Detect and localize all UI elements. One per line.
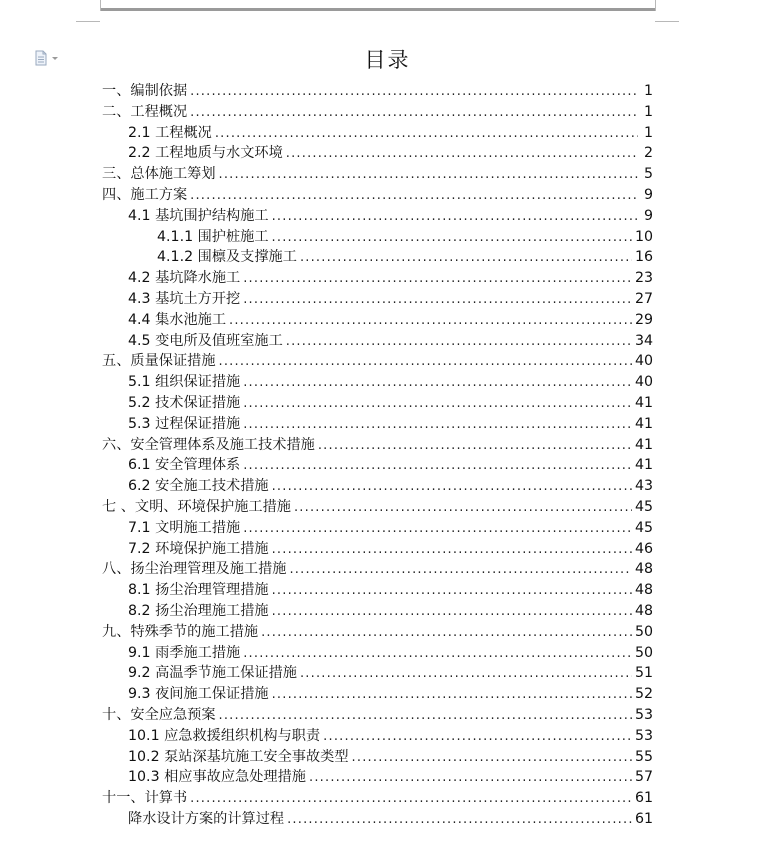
toc-leader-dots (323, 729, 632, 744)
toc-entry[interactable] (102, 621, 653, 642)
toc-leader-dots (229, 313, 632, 328)
toc-entry[interactable] (102, 600, 653, 621)
toc-entry[interactable] (102, 205, 653, 226)
toc-entry[interactable] (102, 766, 653, 787)
toc-entry-page-number: 50 (634, 644, 653, 661)
toc-entry-page-number: 57 (634, 769, 653, 786)
toc-entry-label: 四、施工方案 (102, 186, 188, 203)
toc-leader-dots (318, 438, 632, 453)
toc-entry-page-number: 41 (634, 436, 653, 453)
toc-entry-label: 2.2 工程地质与水文环境 (128, 145, 283, 162)
page-top-edge (0, 0, 775, 30)
toc-entry[interactable] (102, 122, 653, 143)
toc-entry-page-number: 23 (634, 270, 653, 287)
toc-entry-label: 2.1 工程概况 (128, 124, 212, 141)
toc-entry-page-number: 53 (634, 727, 653, 744)
toc-entry-label: 4.3 基坑土方开挖 (128, 290, 241, 307)
toc-entry-label: 9.3 夜间施工保证措施 (128, 686, 269, 703)
toc-entry[interactable] (102, 184, 653, 205)
toc-entry-label: 五、质量保证措施 (102, 353, 216, 370)
toc-entry-label: 10.3 相应事故应急处理措施 (128, 769, 306, 786)
toc-leader-dots (272, 230, 632, 245)
toc-entry-page-number: 1 (643, 103, 653, 120)
toc-leader-dots (352, 750, 632, 765)
toc-entry[interactable] (102, 392, 653, 413)
toc-entry-page-number: 2 (643, 145, 653, 162)
toc-leader-dots (294, 500, 632, 515)
margin-mark-right (655, 21, 679, 22)
toc-entry[interactable] (102, 142, 653, 163)
toc-leader-dots (309, 770, 632, 785)
toc-entry[interactable] (102, 226, 653, 247)
toc-entry-page-number: 16 (634, 249, 653, 266)
toc-entry-page-number: 48 (634, 582, 653, 599)
toc-leader-dots (243, 521, 632, 536)
toc-entry-label: 8.2 扬尘治理施工措施 (128, 602, 269, 619)
toc-entry[interactable] (102, 538, 653, 559)
toc-entry[interactable] (102, 101, 653, 122)
toc-entry-label: 4.1.1 围护桩施工 (157, 228, 269, 245)
toc-entry-label: 一、编制依据 (102, 83, 188, 99)
toc-entry-label: 二、工程概况 (102, 103, 188, 120)
toc-leader-dots (219, 708, 632, 723)
toc-entry-label: 降水设计方案的计算过程 (128, 810, 285, 827)
toc-entry[interactable] (102, 662, 653, 683)
toc-entry-label: 4.4 集水池施工 (128, 311, 227, 328)
toc-entry-label: 九、特殊季节的施工措施 (102, 623, 259, 640)
toc-entry-page-number: 55 (634, 748, 653, 765)
toc-entry-page-number: 29 (634, 311, 653, 328)
toc-entry-page-number: 48 (634, 561, 653, 578)
page-title: 目录 (364, 48, 411, 72)
toc-entry-page-number: 9 (643, 207, 653, 224)
toc-leader-dots (272, 583, 632, 598)
toc-entry-label: 5.1 组织保证措施 (128, 374, 241, 391)
toc-entry[interactable] (102, 371, 653, 392)
toc-entry-page-number: 48 (634, 602, 653, 619)
toc-entry-page-number: 27 (634, 290, 653, 307)
toc-leader-dots (243, 375, 632, 390)
table-of-contents (102, 80, 653, 829)
toc-entry[interactable] (102, 413, 653, 434)
toc-entry[interactable] (102, 579, 653, 600)
toc-leader-dots (190, 791, 632, 806)
toc-leader-dots (272, 604, 632, 619)
toc-entry-label: 七 、文明、环境保护施工措施 (102, 498, 291, 515)
toc-entry-label: 7.1 文明施工措施 (128, 519, 241, 536)
toc-entry[interactable] (102, 246, 653, 267)
toc-leader-dots (190, 188, 638, 203)
toc-entry[interactable] (102, 787, 653, 808)
toc-entry-page-number: 52 (634, 686, 653, 703)
toc-leader-dots (190, 84, 638, 99)
toc-leader-dots (287, 812, 632, 827)
toc-leader-dots (286, 146, 638, 161)
toc-entry[interactable] (102, 475, 653, 496)
toc-entry-page-number: 9 (643, 186, 653, 203)
toc-leader-dots (272, 209, 638, 224)
toc-entry[interactable] (102, 642, 653, 663)
toc-leader-dots (272, 479, 632, 494)
toc-entry-page-number: 45 (634, 498, 653, 515)
toc-leader-dots (300, 666, 632, 681)
toc-entry[interactable] (102, 746, 653, 767)
toc-entry-label: 三、总体施工筹划 (102, 166, 216, 183)
toc-leader-dots (261, 625, 632, 640)
toc-entry[interactable] (102, 517, 653, 538)
toc-entry-page-number: 61 (634, 790, 653, 807)
toc-entry-page-number: 41 (634, 415, 653, 432)
toc-leader-dots (300, 250, 632, 265)
toc-leader-dots (243, 396, 632, 411)
toc-entry-label: 7.2 环境保护施工措施 (128, 540, 269, 557)
toc-leader-dots (289, 562, 631, 577)
margin-mark-left (76, 21, 100, 22)
toc-entry-label: 10.2 泵站深基坑施工安全事故类型 (128, 748, 349, 765)
toc-entry-label: 十、安全应急预案 (102, 706, 216, 723)
toc-leader-dots (215, 126, 638, 141)
toc-entry-page-number: 53 (634, 706, 653, 723)
toc-entry-label: 5.3 过程保证措施 (128, 415, 241, 432)
toc-entry-page-number: 1 (643, 124, 653, 141)
toc-leader-dots (272, 542, 632, 557)
toc-entry-page-number: 5 (643, 166, 653, 183)
toc-entry-label: 八、扬尘治理管理及施工措施 (102, 561, 287, 578)
toc-entry-page-number: 1 (643, 83, 653, 99)
toc-entry[interactable] (102, 496, 653, 517)
toc-entry-label: 4.1.2 围檩及支撑施工 (157, 249, 297, 266)
toc-entry-label: 4.2 基坑降水施工 (128, 270, 241, 287)
toc-entry[interactable] (102, 454, 653, 475)
toc-entry-page-number: 40 (634, 374, 653, 391)
toc-entry[interactable] (102, 704, 653, 725)
page-corner-mark-left (100, 0, 101, 11)
toc-entry-page-number: 51 (634, 665, 653, 682)
toc-entry[interactable] (102, 558, 653, 579)
toc-entry-label: 六、安全管理体系及施工技术措施 (102, 436, 315, 453)
toc-entry-page-number: 46 (634, 540, 653, 557)
toc-entry-label: 4.5 变电所及值班室施工 (128, 332, 283, 349)
toc-entry-label: 10.1 应急救援组织机构与职责 (128, 727, 321, 744)
toc-leader-dots (243, 271, 632, 286)
toc-leader-dots (243, 292, 632, 307)
toc-entry[interactable] (102, 330, 653, 351)
toc-entry-page-number: 43 (634, 478, 653, 495)
toc-entry-page-number: 34 (634, 332, 653, 349)
toc-leader-dots (243, 417, 632, 432)
toc-entry-label: 十一、计算书 (102, 790, 188, 807)
toc-entry[interactable] (102, 808, 653, 829)
toc-entry-page-number: 10 (634, 228, 653, 245)
toc-leader-dots (286, 334, 632, 349)
toc-leader-dots (219, 167, 638, 182)
toc-entry-page-number: 50 (634, 623, 653, 640)
toc-leader-dots (219, 354, 632, 369)
page-header-line (100, 8, 656, 11)
toc-entry[interactable] (102, 434, 653, 455)
toc-entry[interactable] (102, 725, 653, 746)
toc-entry[interactable] (102, 350, 653, 371)
toc-leader-dots (243, 458, 632, 473)
toc-entry[interactable] (102, 80, 653, 101)
toc-entry[interactable] (102, 267, 653, 288)
page-corner-mark-right (655, 0, 656, 11)
toc-entry[interactable] (102, 683, 653, 704)
toc-entry-label: 9.1 雨季施工措施 (128, 644, 241, 661)
toc-entry-label: 8.1 扬尘治理管理措施 (128, 582, 269, 599)
toc-entry-page-number: 45 (634, 519, 653, 536)
toc-leader-dots (190, 105, 638, 120)
toc-entry[interactable] (102, 288, 653, 309)
toc-entry[interactable] (102, 309, 653, 330)
toc-entry-label: 6.2 安全施工技术措施 (128, 478, 269, 495)
toc-entry-label: 4.1 基坑围护结构施工 (128, 207, 269, 224)
toc-entry-page-number: 40 (634, 353, 653, 370)
toc-leader-dots (272, 687, 632, 702)
toc-entry-page-number: 61 (634, 810, 653, 827)
toc-entry-page-number: 41 (634, 394, 653, 411)
toc-entry-page-number: 41 (634, 457, 653, 474)
toc-entry-label: 9.2 高温季节施工保证措施 (128, 665, 297, 682)
toc-entry-label: 6.1 安全管理体系 (128, 457, 241, 474)
toc-entry[interactable] (102, 163, 653, 184)
toc-leader-dots (243, 646, 632, 661)
toc-entry-label: 5.2 技术保证措施 (128, 394, 241, 411)
